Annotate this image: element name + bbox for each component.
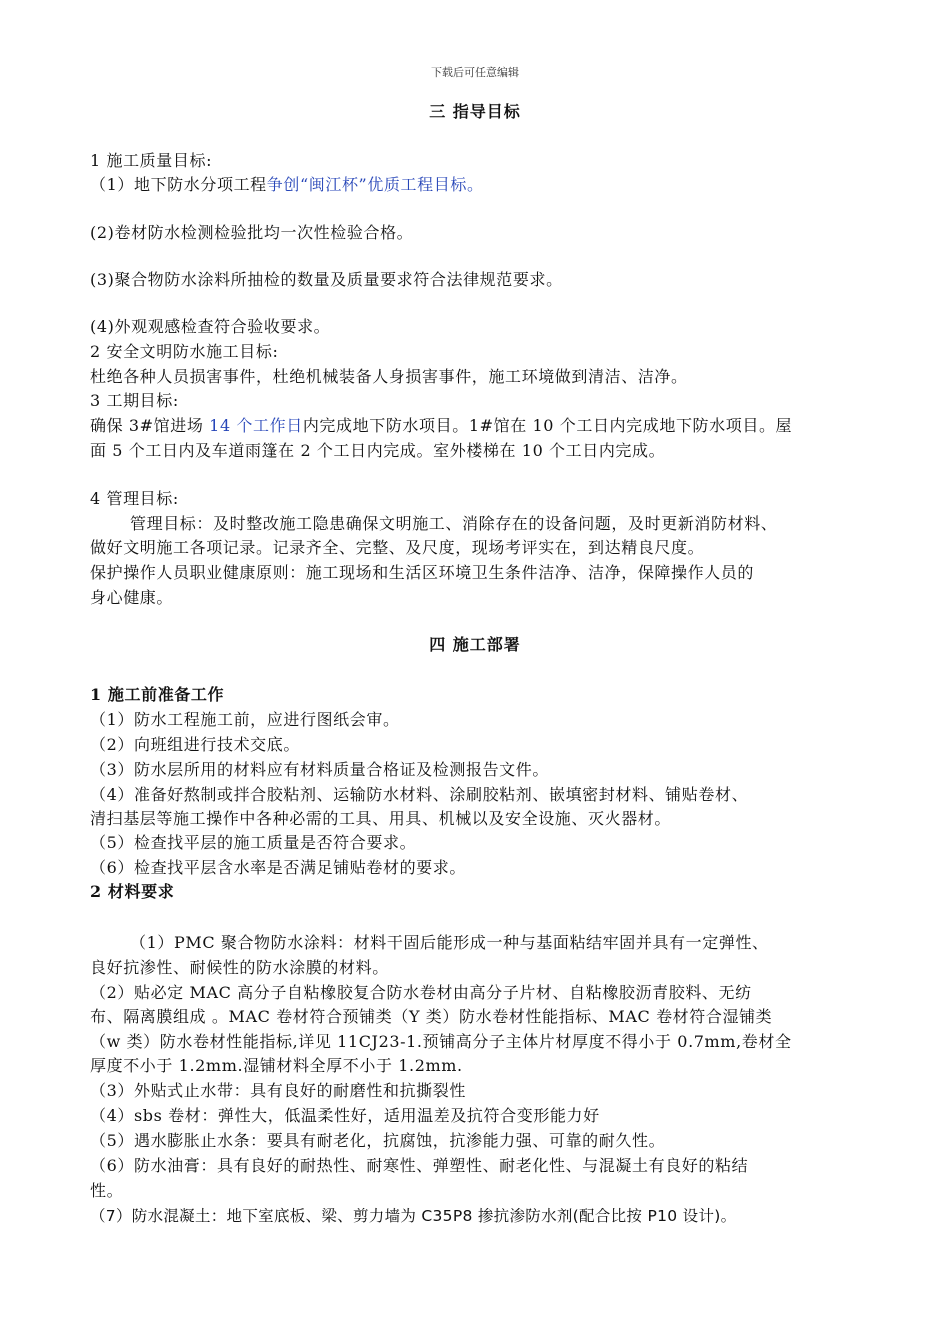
safety-heading: 2 安全文明防水施工目标: [90,342,279,361]
material-5: （5）遇水膨胀止水条：要具有耐老化，抗腐蚀，抗渗能力强、可靠的耐久性。 [90,1131,666,1150]
management-heading: 4 管理目标: [90,489,179,508]
schedule-heading: 3 工期目标: [90,391,179,410]
schedule-highlight: 14 个工作日 [209,416,303,435]
material-2-line-2: 布、隔离膜组成 。MAC 卷材符合预铺类（Y 类）防水卷材性能指标、MAC 卷材符合湿铺类 [90,1007,773,1026]
quality-item-2: (2)卷材防水检测检验批均一次性检验合格。 [90,223,414,242]
prep-item-6: （6）检查找平层含水率是否满足铺贴卷材的要求。 [90,858,466,877]
quality-item-3: (3)聚合物防水涂料所抽检的数量及质量要求符合法律规范要求。 [90,270,563,289]
material-6-line-2: 性。 [90,1181,124,1200]
prep-item-2: （2）向班组进行技术交底。 [90,735,300,754]
material-1-line-1: （1）PMC 聚合物防水涂料：材料干固后能形成一种与基面粘结牢固并具有一定弹性、 [130,933,769,952]
material-4: （4）sbs 卷材：弹性大，低温柔性好，适用温差及抗符合变形能力好 [90,1106,600,1125]
material-3: （3）外贴式止水带：具有良好的耐磨性和抗撕裂性 [90,1081,466,1100]
prep-item-4-line-2: 清扫基层等施工操作中各种必需的工具、用具、机械以及安全设施、灭火器材。 [90,809,672,828]
prep-heading: 1 施工前准备工作 [90,685,225,704]
material-6-line-1: （6）防水油膏：具有良好的耐热性、耐寒性、弹塑性、耐老化性、与混凝土有良好的粘结 [90,1156,749,1175]
section4-title: 四 施工部署 [429,635,521,654]
quality-item-1 [90,174,870,196]
quality-item-1-highlight: 争创“闽江杯”优质工程目标。 [266,175,484,194]
header-note: 下载后可任意编辑 [431,66,519,79]
prep-item-5: （5）检查找平层的施工质量是否符合要求。 [90,833,417,852]
schedule-line-1-b: 内完成地下防水项目。1#馆在 10 个工日内完成地下防水项目。屋 [302,416,793,435]
section3-title: 三 指导目标 [429,102,521,121]
prep-item-3: （3）防水层所用的材料应有材料质量合格证及检测报告文件。 [90,760,549,779]
material-2-line-4: 厚度不小于 1.2mm.湿铺材料全厚不小于 1.2mm. [90,1056,463,1075]
prep-item-1: （1）防水工程施工前，应进行图纸会审。 [90,710,400,729]
management-line-3: 保护操作人员职业健康原则：施工现场和生活区环境卫生条件洁净、洁净，保障操作人员的 [90,563,755,582]
quality-item-4: (4)外观观感检查符合验收要求。 [90,317,331,336]
schedule-line-2: 面 5 个工日内及车道雨篷在 2 个工日内完成。室外楼梯在 10 个工日内完成。 [90,441,666,460]
quality-item-1-prefix: （1）地下防水分项工程 [90,175,267,194]
schedule-line-1 [90,415,870,437]
materials-heading: 2 材料要求 [90,882,175,901]
management-line-4: 身心健康。 [90,588,174,607]
management-line-2: 做好文明施工各项记录。记录齐全、完整、及尺度，现场考评实在，到达精良尺度。 [90,538,705,557]
quality-heading: 1 施工质量目标: [90,151,213,170]
material-1-line-2: 良好抗渗性、耐候性的防水涂膜的材料。 [90,958,389,977]
safety-text: 杜绝各种人员损害事件，杜绝机械装备人身损害事件，施工环境做到清洁、洁净。 [90,367,688,386]
material-2-line-1: （2）贴必定 MAC 高分子自粘橡胶复合防水卷材由高分子片材、自粘橡胶沥青胶料、无纺 [90,983,752,1002]
material-2-line-3: （w 类）防水卷材性能指标,详见 11CJ23-1.预铺高分子主体片材厚度不得小于 0.7mm,卷材全 [90,1032,792,1051]
schedule-line-1-a: 确保 3#馆进场 [90,416,210,435]
prep-item-4-line-1: （4）准备好熬制或拌合胶粘剂、运输防水材料、涂刷胶粘剂、嵌填密封材料、铺贴卷材、 [90,785,749,804]
management-line-1: 管理目标：及时整改施工隐患确保文明施工、消除存在的设备问题，及时更新消防材料、 [130,514,778,533]
material-7: （7）防水混凝土：地下室底板、梁、剪力墙为 C35P8 掺抗渗防水剂(配合比按 P10 设计)。 [90,1207,737,1225]
